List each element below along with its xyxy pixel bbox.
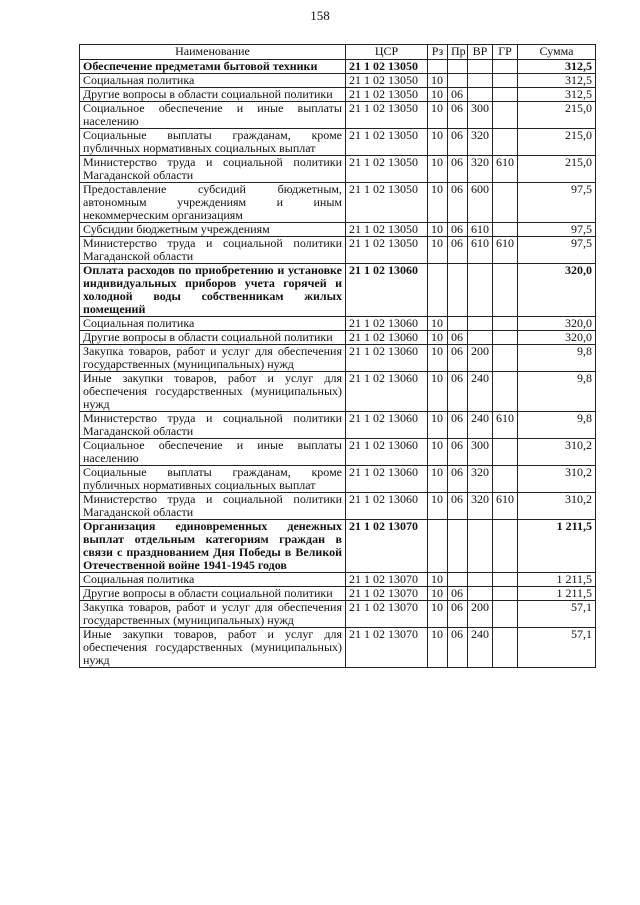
cell-csr: 21 1 02 13050 [346,88,428,102]
cell-vr: 610 [468,237,493,264]
cell-csr: 21 1 02 13060 [346,331,428,345]
cell-sum: 310,2 [518,466,596,493]
cell-rz: 10 [428,601,448,628]
cell-csr: 21 1 02 13060 [346,317,428,331]
cell-gr [493,439,518,466]
cell-name: Министерство труда и социальной политики Магаданской области [80,493,346,520]
header-rz: Рз [428,45,448,60]
cell-pr: 06 [448,587,468,601]
cell-pr: 06 [448,372,468,412]
cell-sum: 312,5 [518,60,596,74]
cell-vr: 240 [468,412,493,439]
cell-gr [493,628,518,668]
header-csr: ЦСР [346,45,428,60]
cell-vr [468,520,493,573]
cell-pr: 06 [448,237,468,264]
cell-name: Иные закупки товаров, работ и услуг для обеспечения государственных (муниципальных) нужд [80,628,346,668]
cell-sum: 320,0 [518,317,596,331]
cell-csr: 21 1 02 13050 [346,129,428,156]
cell-pr [448,317,468,331]
cell-gr [493,102,518,129]
cell-sum: 1 211,5 [518,587,596,601]
cell-gr [493,520,518,573]
cell-gr [493,264,518,317]
cell-name: Оплата расходов по приобретению и установке индивидуальных приборов учета горячей и холодной воды собственникам жилых помещений [80,264,346,317]
cell-csr: 21 1 02 13070 [346,628,428,668]
cell-pr: 06 [448,156,468,183]
table-row [80,223,596,237]
table-row [80,466,596,493]
table-row [80,439,596,466]
cell-pr: 06 [448,601,468,628]
cell-pr: 06 [448,102,468,129]
cell-pr: 06 [448,493,468,520]
cell-rz: 10 [428,439,448,466]
table-row [80,60,596,74]
cell-name: Социальная политика [80,317,346,331]
header-vr: ВР [468,45,493,60]
cell-sum: 310,2 [518,493,596,520]
cell-csr: 21 1 02 13050 [346,102,428,129]
table-row [80,102,596,129]
cell-vr: 610 [468,223,493,237]
cell-rz: 10 [428,129,448,156]
cell-csr: 21 1 02 13060 [346,493,428,520]
cell-sum: 9,8 [518,345,596,372]
cell-csr: 21 1 02 13070 [346,601,428,628]
cell-name: Социальные выплаты гражданам, кроме публичных нормативных социальных выплат [80,466,346,493]
table-body [80,60,596,668]
cell-vr [468,317,493,331]
page-number: 158 [310,8,330,23]
cell-rz: 10 [428,345,448,372]
cell-csr: 21 1 02 13060 [346,372,428,412]
cell-csr: 21 1 02 13050 [346,183,428,223]
cell-pr: 06 [448,88,468,102]
cell-rz: 10 [428,573,448,587]
cell-sum: 320,0 [518,331,596,345]
table-row [80,88,596,102]
table-row [80,317,596,331]
cell-rz: 10 [428,412,448,439]
cell-vr [468,88,493,102]
header-name: Наименование [80,45,346,60]
table-row [80,412,596,439]
cell-pr [448,573,468,587]
cell-rz: 10 [428,372,448,412]
cell-vr: 300 [468,439,493,466]
cell-pr: 06 [448,183,468,223]
cell-csr: 21 1 02 13060 [346,345,428,372]
cell-gr [493,223,518,237]
cell-csr: 21 1 02 13060 [346,439,428,466]
cell-gr [493,129,518,156]
cell-csr: 21 1 02 13050 [346,74,428,88]
cell-vr: 240 [468,628,493,668]
cell-csr: 21 1 02 13060 [346,412,428,439]
cell-name: Социальная политика [80,573,346,587]
cell-gr [493,74,518,88]
cell-vr: 240 [468,372,493,412]
cell-name: Социальное обеспечение и иные выплаты населению [80,439,346,466]
cell-name: Другие вопросы в области социальной политики [80,587,346,601]
cell-gr: 610 [493,493,518,520]
header-gr: ГР [493,45,518,60]
cell-pr: 06 [448,412,468,439]
cell-pr [448,60,468,74]
table-row [80,183,596,223]
table-row [80,573,596,587]
cell-vr [468,264,493,317]
cell-vr [468,60,493,74]
cell-rz [428,60,448,74]
cell-name: Министерство труда и социальной политики Магаданской области [80,237,346,264]
cell-rz: 10 [428,183,448,223]
header-pr: Пр [448,45,468,60]
cell-sum: 57,1 [518,601,596,628]
cell-csr: 21 1 02 13050 [346,223,428,237]
cell-sum: 320,0 [518,264,596,317]
cell-vr: 320 [468,156,493,183]
table-row [80,493,596,520]
cell-name: Министерство труда и социальной политики Магаданской области [80,156,346,183]
cell-rz: 10 [428,628,448,668]
cell-rz: 10 [428,466,448,493]
table-row [80,372,596,412]
cell-csr: 21 1 02 13060 [346,466,428,493]
cell-csr: 21 1 02 13070 [346,520,428,573]
cell-sum: 9,8 [518,372,596,412]
cell-rz [428,520,448,573]
cell-name: Субсидии бюджетным учреждениям [80,223,346,237]
cell-pr: 06 [448,466,468,493]
table-row [80,587,596,601]
cell-gr [493,466,518,493]
cell-rz: 10 [428,493,448,520]
table-row [80,156,596,183]
cell-pr: 06 [448,628,468,668]
cell-rz: 10 [428,223,448,237]
cell-pr: 06 [448,345,468,372]
cell-rz: 10 [428,102,448,129]
cell-sum: 97,5 [518,183,596,223]
cell-gr [493,345,518,372]
cell-pr: 06 [448,223,468,237]
cell-rz [428,264,448,317]
table-row [80,331,596,345]
cell-gr [493,331,518,345]
cell-rz: 10 [428,88,448,102]
cell-vr: 320 [468,129,493,156]
cell-gr: 610 [493,156,518,183]
cell-sum: 310,2 [518,439,596,466]
cell-name: Организация единовременных денежных выплат отдельным категориям граждан в связи с празднованием Дня Победы в Великой Отечественной войне 1941-1945 годов [80,520,346,573]
cell-csr: 21 1 02 13050 [346,60,428,74]
cell-csr: 21 1 02 13050 [346,237,428,264]
cell-name: Другие вопросы в области социальной политики [80,88,346,102]
cell-rz: 10 [428,156,448,183]
cell-gr [493,372,518,412]
cell-gr [493,587,518,601]
cell-sum: 9,8 [518,412,596,439]
cell-rz: 10 [428,331,448,345]
cell-vr: 200 [468,345,493,372]
cell-sum: 215,0 [518,129,596,156]
cell-vr: 300 [468,102,493,129]
cell-sum: 97,5 [518,237,596,264]
cell-vr: 600 [468,183,493,223]
cell-sum: 1 211,5 [518,520,596,573]
cell-name: Социальная политика [80,74,346,88]
table-row [80,601,596,628]
cell-vr [468,74,493,88]
cell-csr: 21 1 02 13060 [346,264,428,317]
cell-name: Иные закупки товаров, работ и услуг для обеспечения государственных (муниципальных) нужд [80,372,346,412]
cell-sum: 312,5 [518,74,596,88]
cell-rz: 10 [428,587,448,601]
cell-pr [448,74,468,88]
cell-name: Закупка товаров, работ и услуг для обеспечения государственных (муниципальных) нужд [80,345,346,372]
cell-sum: 215,0 [518,102,596,129]
table-row [80,345,596,372]
cell-pr: 06 [448,129,468,156]
cell-gr: 610 [493,237,518,264]
cell-rz: 10 [428,237,448,264]
table-row [80,237,596,264]
cell-gr [493,60,518,74]
budget-table [79,44,596,668]
cell-name: Предоставление субсидий бюджетным, автономным учреждениям и иным некоммерческим организациям [80,183,346,223]
cell-csr: 21 1 02 13070 [346,573,428,587]
cell-vr [468,573,493,587]
cell-gr [493,183,518,223]
table-row [80,74,596,88]
cell-sum: 1 211,5 [518,573,596,587]
cell-csr: 21 1 02 13050 [346,156,428,183]
cell-sum: 215,0 [518,156,596,183]
cell-csr: 21 1 02 13070 [346,587,428,601]
table-row [80,628,596,668]
header-sum: Сумма [518,45,596,60]
cell-gr: 610 [493,412,518,439]
cell-rz: 10 [428,317,448,331]
cell-gr [493,88,518,102]
cell-pr [448,520,468,573]
cell-rz: 10 [428,74,448,88]
cell-vr [468,587,493,601]
cell-vr: 320 [468,466,493,493]
cell-name: Другие вопросы в области социальной политики [80,331,346,345]
cell-pr [448,264,468,317]
table-row [80,129,596,156]
cell-vr: 200 [468,601,493,628]
cell-pr: 06 [448,331,468,345]
cell-sum: 97,5 [518,223,596,237]
cell-name: Социальное обеспечение и иные выплаты населению [80,102,346,129]
cell-gr [493,601,518,628]
cell-name: Министерство труда и социальной политики Магаданской области [80,412,346,439]
cell-vr: 320 [468,493,493,520]
table-row [80,520,596,573]
cell-vr [468,331,493,345]
cell-sum: 312,5 [518,88,596,102]
cell-gr [493,573,518,587]
cell-sum: 57,1 [518,628,596,668]
cell-gr [493,317,518,331]
table-row [80,264,596,317]
table-header-row [80,45,596,60]
cell-name: Обеспечение предметами бытовой техники [80,60,346,74]
cell-pr: 06 [448,439,468,466]
cell-name: Социальные выплаты гражданам, кроме публичных нормативных социальных выплат [80,129,346,156]
cell-name: Закупка товаров, работ и услуг для обеспечения государственных (муниципальных) нужд [80,601,346,628]
